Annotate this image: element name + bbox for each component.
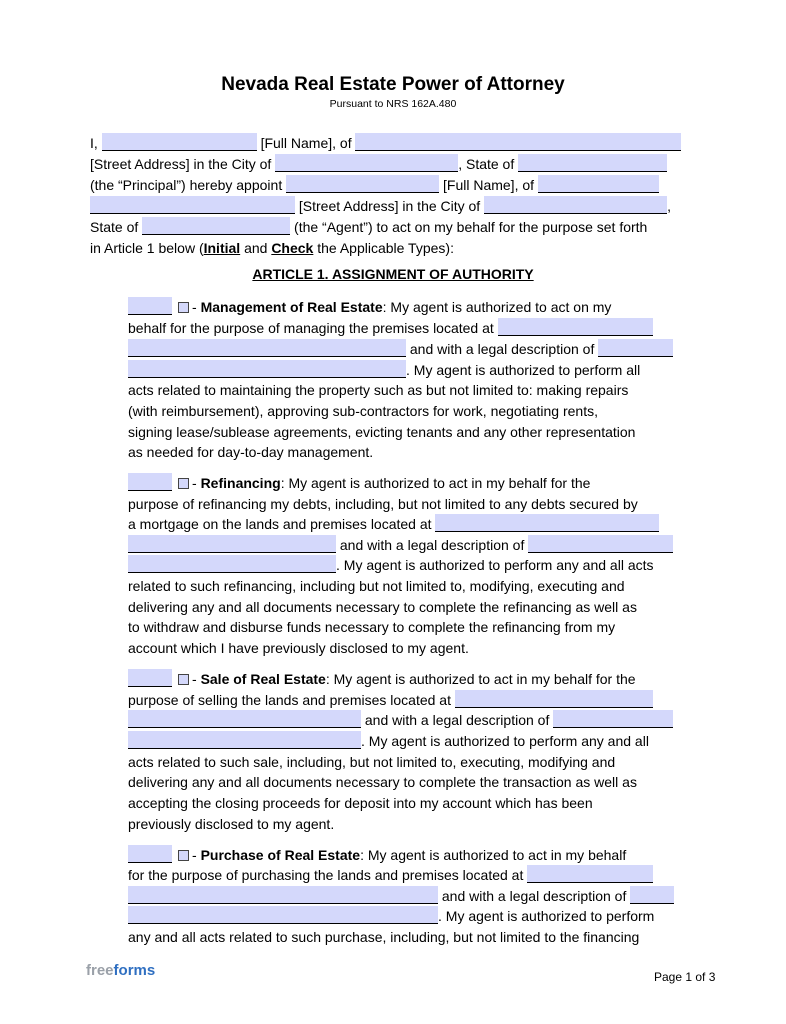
sale-address-field[interactable]: [455, 690, 653, 708]
s1-line-1: - Management of Real Estate: My agent is authorized to act on my: [128, 297, 611, 317]
refinancing-initial-field[interactable]: [128, 473, 172, 491]
s2-line-8: to withdraw and disburse funds necessary to complete the refinancing from my: [128, 619, 616, 635]
s1-line-3: and with a legal description of: [128, 339, 673, 359]
s3-line-7: accepting the closing proceeds for deposit into my account which has been: [128, 795, 593, 811]
sale-initial-field[interactable]: [128, 669, 172, 687]
intro-line-1: I, [Full Name], of: [90, 133, 681, 153]
intro-line-4: [Street Address] in the City of ,: [90, 196, 671, 216]
refinancing-legal-field[interactable]: [528, 535, 673, 553]
s1-line-6: (with reimbursement), approving sub-contractors for work, negotiating rents,: [128, 403, 598, 419]
intro-line-2: [Street Address] in the City of , State of: [90, 154, 667, 174]
document-title: Nevada Real Estate Power of Attorney: [221, 74, 565, 95]
sale-legal-field-cont[interactable]: [128, 731, 361, 749]
s4-line-5: any and all acts related to such purchase, including, but not limited to the financing: [128, 929, 640, 945]
s4-line-2: for the purpose of purchasing the lands and premises located at: [128, 865, 653, 885]
s3-line-2: purpose of selling the lands and premises located at: [128, 690, 653, 710]
article-heading: ARTICLE 1. ASSIGNMENT OF AUTHORITY: [252, 266, 534, 282]
s1-line-8: as needed for day-to-day management.: [128, 444, 374, 460]
s1-line-7: signing lease/sublease agreements, evicting tenants and any other representation: [128, 424, 636, 440]
s2-line-9: account which I have previously disclosed to my agent.: [128, 640, 469, 656]
management-initial-field[interactable]: [128, 297, 172, 315]
s4-line-1: - Purchase of Real Estate: My agent is authorized to act in my behalf: [128, 845, 626, 865]
agent-city-field[interactable]: [484, 196, 667, 214]
intro-line-5: State of (the “Agent”) to act on my behalf for the purpose set forth: [90, 219, 648, 235]
s4-line-4: . My agent is authorized to perform: [128, 906, 654, 926]
refinancing-legal-field-cont[interactable]: [128, 555, 336, 573]
refinancing-address-field-cont[interactable]: [128, 535, 336, 553]
management-address-field-cont[interactable]: [128, 339, 406, 357]
agent-name-field[interactable]: [286, 175, 439, 193]
purchase-initial-field[interactable]: [128, 845, 172, 863]
management-checkbox[interactable]: [178, 302, 189, 313]
s3-line-4: . My agent is authorized to perform any and all: [128, 731, 649, 751]
s2-line-3: a mortgage on the lands and premises located at: [128, 514, 659, 534]
refinancing-checkbox[interactable]: [178, 478, 189, 489]
s3-line-5: acts related to such sale, including, but not limited to, executing, modifying and: [128, 754, 616, 770]
s1-line-5: acts related to maintaining the property such as but not limited to: making repairs: [128, 382, 629, 398]
document-subtitle: Pursuant to NRS 162A.480: [329, 98, 457, 110]
refinancing-address-field[interactable]: [435, 514, 659, 532]
s4-line-3: and with a legal description of: [128, 886, 674, 906]
s2-line-1: - Refinancing: My agent is authorized to act in my behalf for the: [128, 473, 590, 493]
management-address-field[interactable]: [498, 318, 653, 336]
intro-line-6: in Article 1 below (Initial and Check the Applicable Types):: [90, 240, 454, 256]
principal-state-field[interactable]: [518, 154, 667, 172]
s3-line-8: previously disclosed to my agent.: [128, 816, 335, 832]
freeforms-logo: freeforms: [86, 962, 156, 979]
agent-street-field-cont[interactable]: [90, 196, 295, 214]
purchase-checkbox[interactable]: [178, 850, 189, 861]
s2-line-6: related to such refinancing, including but not limited to, modifying, executing and: [128, 578, 625, 594]
s2-line-5: . My agent is authorized to perform any and all acts: [128, 555, 654, 575]
purchase-legal-field[interactable]: [630, 886, 674, 904]
sale-legal-field[interactable]: [553, 710, 673, 728]
page-number: Page 1 of 3: [654, 970, 716, 984]
s2-line-7: delivering any and all documents necessary to complete the refinancing as well as: [128, 599, 637, 615]
intro-line-3: (the “Principal”) hereby appoint [Full Name], of: [90, 175, 659, 195]
management-legal-field[interactable]: [598, 339, 673, 357]
agent-state-field[interactable]: [142, 217, 290, 235]
s3-line-6: delivering any and all documents necessary to complete the transaction as well as: [128, 774, 637, 790]
principal-city-field[interactable]: [275, 154, 458, 172]
s2-line-4: and with a legal description of: [128, 535, 673, 555]
s2-line-2: purpose of refinancing my debts, including, but not limited to any debts secured by: [128, 496, 638, 512]
sale-address-field-cont[interactable]: [128, 710, 361, 728]
purchase-address-field-cont[interactable]: [128, 886, 438, 904]
s3-line-3: and with a legal description of: [128, 710, 673, 730]
sale-checkbox[interactable]: [178, 674, 189, 685]
s1-line-4: . My agent is authorized to perform all: [128, 360, 640, 380]
s3-line-1: - Sale of Real Estate: My agent is authorized to act in my behalf for the: [128, 669, 636, 689]
agent-street-field[interactable]: [538, 175, 659, 193]
principal-street-field[interactable]: [355, 133, 681, 151]
purchase-legal-field-cont[interactable]: [128, 906, 438, 924]
s1-line-2: behalf for the purpose of managing the premises located at: [128, 318, 653, 338]
management-legal-field-cont[interactable]: [128, 360, 406, 378]
principal-name-field[interactable]: [102, 133, 257, 151]
purchase-address-field[interactable]: [527, 865, 653, 883]
